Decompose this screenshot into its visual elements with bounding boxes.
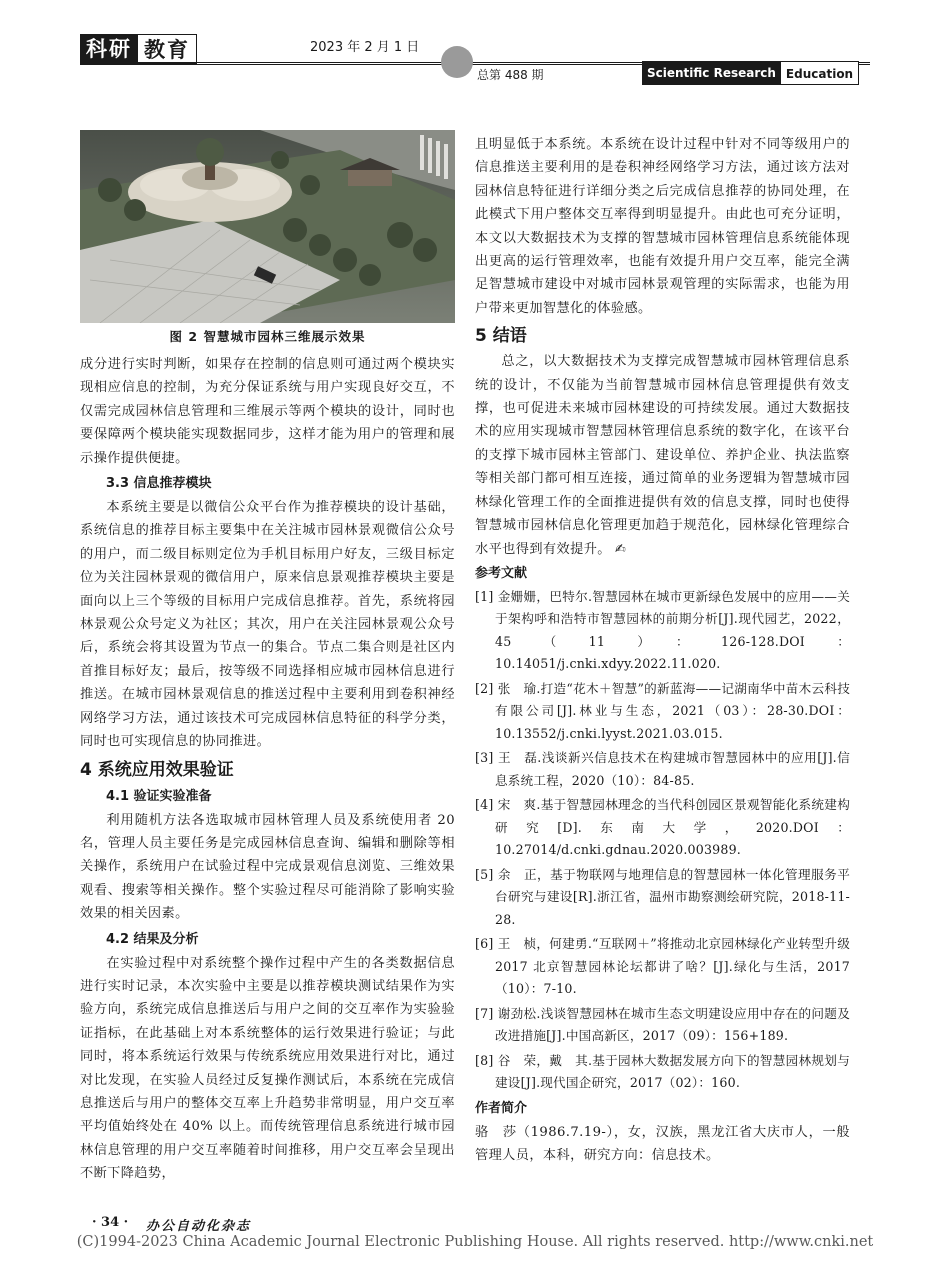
column-label — [642, 61, 859, 85]
subsection-heading: 3.3 信息推荐模块 — [106, 476, 212, 492]
reference-item: [1] 金姗姗，巴特尔.智慧园林在城市更新绿色发展中的应用——关于架构呼和浩特市智慧园林的前期分析[J].现代园艺，2022，45（11）：126-128.DOI：10.14051/j.cnki.xdyy.2022.11.020. — [475, 588, 850, 672]
subsection-heading: 4.1 验证实验准备 — [106, 788, 212, 804]
paragraph: 成分进行实时判断，如果存在控制的信息则可通过两个模块实现相应信息的控制，为充分保证系统与用户实现良好交互，不仅需完成园林信息管理和三维展示等两个模块的设计，同时也要保障两个模块能实现数据同步，这样才能为用户的管理和展示操作提供便捷。 — [80, 357, 455, 466]
subsection-heading: 4.2 结果及分析 — [106, 931, 199, 947]
section-heading: 5 结语 — [475, 326, 527, 347]
paragraph: 本系统主要是以微信公众平台作为推荐模块的设计基础，系统信息的推荐目标主要集中在关注城市园林景观微信公众号的用户，而二级目标则定位为手机目标用户好友，三级目标定位为关注园林景观的微信用户，原来信息景观推荐模块主要是面向以上三个等级的目标用户完成信息推荐。首先，系统将园林景观公众号定义为社区；其次，用户在关注园林景观公众号后，系统会将其设置为节点一的集合。节点二集合则是社区内首推目标好友；最后，按等级不同选择相应城市园林信息进行推送。在城市园林景观信息的推送过程中主要利用到卷积神经网络学习方法，通过该技术可完成园林信息特征的科学分类，同时也可实现信息的协同推进。 — [80, 500, 455, 750]
logo-part-a: 科研 — [80, 34, 138, 64]
page-number: · 34 · — [92, 1215, 129, 1230]
pen-icon: ✍ — [614, 541, 627, 557]
header-circle-ornament — [441, 46, 473, 78]
column-label-b: Education — [781, 61, 859, 85]
reference-item: [7] 谢劲松.浅谈智慧园林在城市生态文明建设应用中存在的问题及改进措施[J].中国高新区，2017（09）：156+189. — [475, 1005, 850, 1044]
paragraph: 在实验过程中对系统整个操作过程中产生的各类数据信息进行实时记录，本次实验中主要是以推荐模块测试结果作为实验方向，系统完成信息推送后与用户之间的交互率作为实验验证指标，在此基础上对本系统整体的运行效果进行验证；与此同时，将本系统运行效果与传统系统应用效果进行对比，通过对比发现，在实验人员经过反复操作测试后，本系统在完成信息推送后与用户的整体交互率上升趋势非常明显，用户交互率平均值始终处在 40% 以上。而传统管理信息系统进行城市园林信息管理的用户交互率随着时间推移，用户交互率会呈现出不断下降趋势， — [80, 955, 455, 1182]
issue-number: 总第 488 期 — [477, 68, 544, 82]
right-column — [475, 133, 850, 1168]
reference-item: [8] 谷 荣，戴 其.基于园林大数据发展方向下的智慧园林规划与建设[J].现代国企研究，2017（02）：160. — [475, 1052, 850, 1091]
logo-part-b: 教育 — [138, 34, 197, 64]
paragraph — [475, 350, 850, 561]
journal-logo — [80, 34, 197, 64]
reference-item: [3] 王 磊.浅谈新兴信息技术在构建城市智慧园林中的应用[J].信息系统工程，2020（10）：84-85. — [475, 750, 850, 788]
conclusion-text: 总之，以大数据技术为支撑完成智慧城市园林管理信息系统的设计，不仅能为当前智慧城市园林信息管理提供有效支撑，也可促进未来城市园林建设的可持续发展。通过大数据技术的应用实现城市智慧园林管理信息系统的数字化，在该平台的支撑下城市园林主管部门、建设单位、养护企业、执法监察等相关部门都可相互连接，通过简单的业务逻辑为智慧城市园林绿化管理工作的全面推进提供有效的信息支撑，同时也使得智慧城市园林信息化管理更加趋于规范化，园林绿化管理综合水平也得到有效提升。 — [475, 354, 850, 557]
author-bio-title: 作者简介 — [475, 1100, 528, 1116]
reference-item: [6] 王 桢，何建勇.“互联网＋”将推动北京园林绿化产业转型升级 2017 北京智慧园林论坛都讲了啥？[J].绿化与生活，2017（10）：7-10. — [475, 936, 850, 997]
reference-item: [2] 张 瑜.打造“花木＋智慧”的新蓝海——记湖南华中苗木云科技有限公司[J].林业与生态，2021（03）：28-30.DOI：10.13552/j.cnki.lyyst.2021.03.015. — [475, 680, 850, 741]
copyright-line: (C)1994-2023 China Academic Journal Electronic Publishing House. All rights reserved. http://www.cnki.net — [76, 1234, 874, 1250]
figure-caption: 图 2 智慧城市园林三维展示效果 — [169, 329, 366, 344]
column-label-a: Scientific Research — [642, 61, 781, 85]
section-heading: 4 系统应用效果验证 — [80, 759, 234, 780]
left-column — [80, 130, 455, 1186]
reference-item: [5] 余 正，基于物联网与地理信息的智慧园林一体化管理服务平台研究与建设[R].浙江省，温州市勘察测绘研究院，2018-11-28. — [475, 866, 850, 927]
paragraph: 利用随机方法各选取城市园林管理人员及系统使用者 20 名，管理人员主要任务是完成园林信息查询、编辑和删除等相关操作，系统用户在试验过程中完成景观信息浏览、三维效果观看、搜索等相关操作。整个实验过程尽可能消除了影响实验效果的相关因素。 — [80, 812, 455, 922]
references-title: 参考文献 — [475, 565, 528, 581]
garden-3d-render-image — [80, 130, 455, 323]
magazine-name: 办公自动化杂志 — [146, 1219, 252, 1234]
paragraph: 且明显低于本系统。本系统在设计过程中针对不同等级用户的信息推送主要利用的是卷积神经网络学习方法，通过该方法对园林信息特征进行详细分类之后完成信息推荐的协同处理，在此模式下用户整体交互率得到明显提升。由此也可充分证明，本文以大数据技术为支撑的智慧城市园林管理信息系统能体现出更高的运行管理效率，也能有效提升用户交互率，能完全满足智慧城市建设中对城市园林景观管理的实际需求，也能为用户带来更加智慧化的体验感。 — [475, 137, 850, 316]
issue-date: 2023 年 2 月 1 日 — [310, 40, 420, 55]
garden-render-illustration — [80, 130, 455, 323]
author-bio: 骆 莎（1986.7.19-），女，汉族，黑龙江省大庆市人，一般管理人员，本科，研究方向：信息技术。 — [475, 1124, 850, 1164]
reference-item: [4] 宋 爽.基于智慧园林理念的当代科创园区景观智能化系统建构研究[D].东南大学，2020.DOI：10.27014/d.cnki.gdnau.2020.003989. — [475, 797, 850, 858]
